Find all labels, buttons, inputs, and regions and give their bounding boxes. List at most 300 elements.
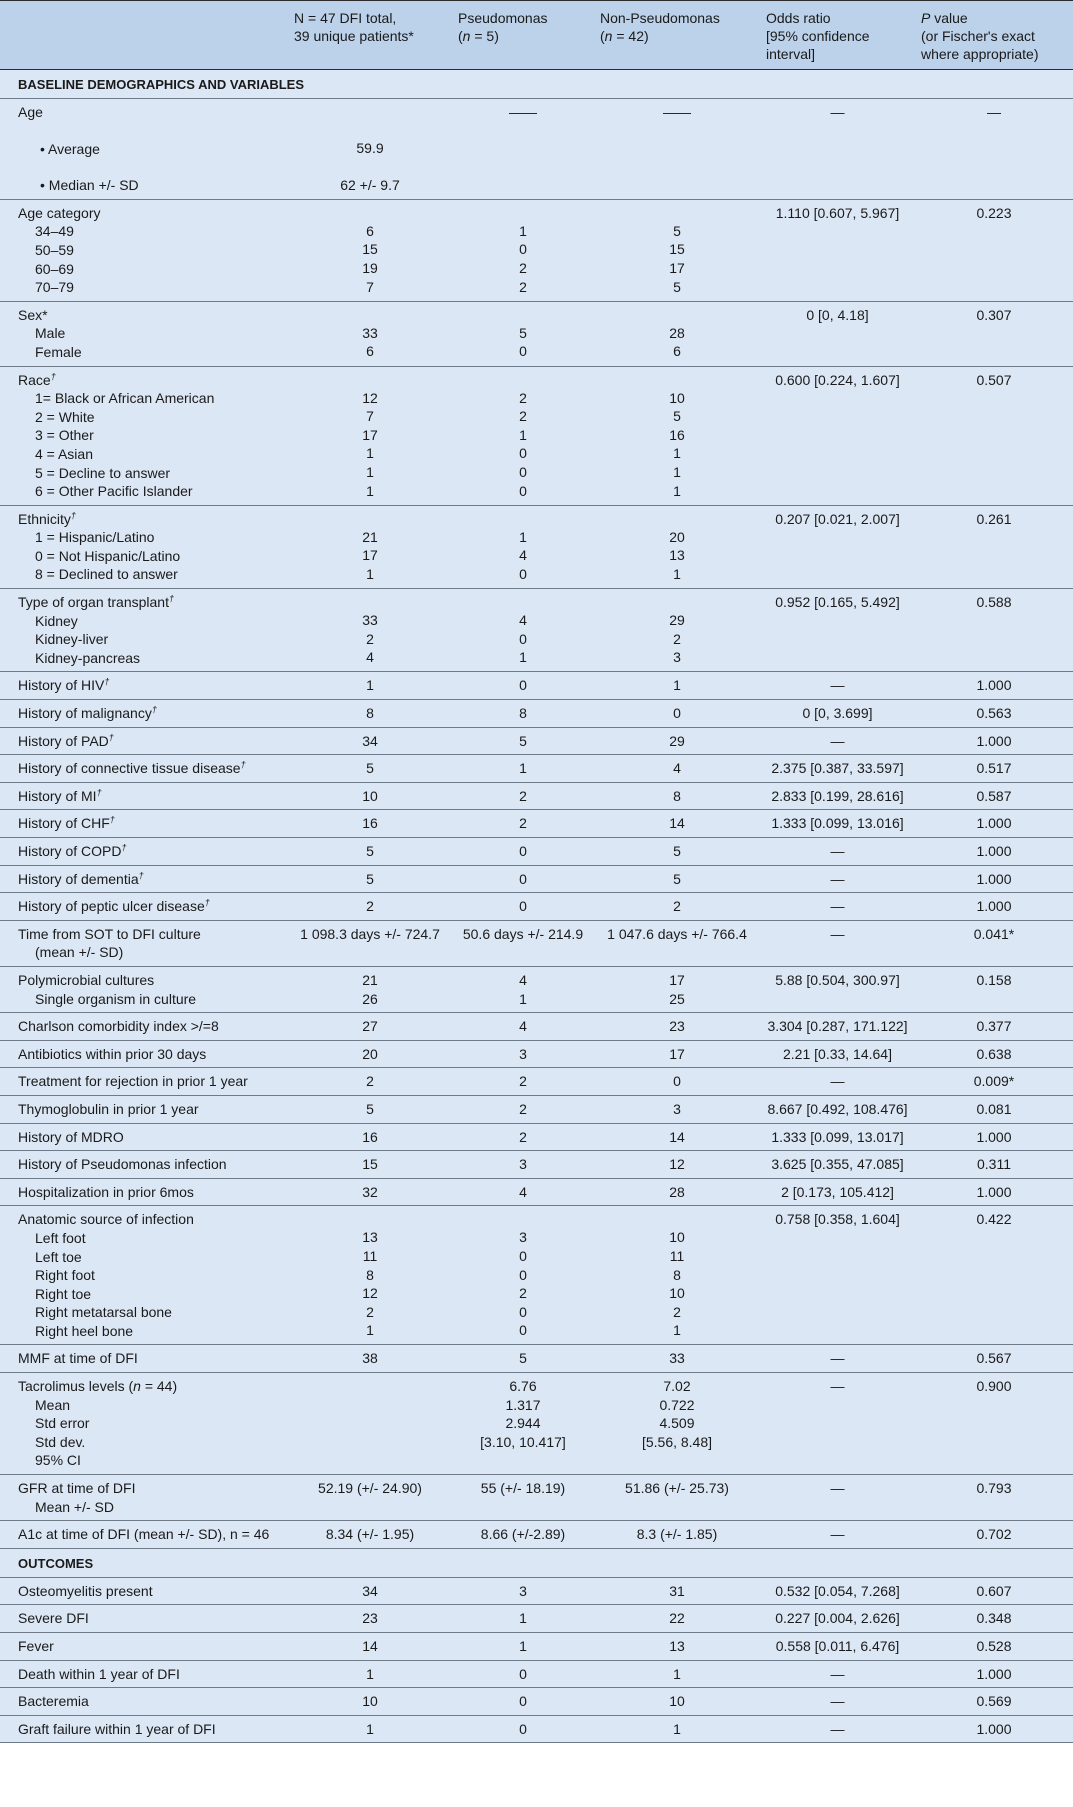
p-value-cell bbox=[915, 1605, 1073, 1633]
cell-value bbox=[294, 1377, 446, 1395]
cell-value: — bbox=[830, 1720, 845, 1737]
cell-value: 17 bbox=[362, 547, 378, 564]
cell-value bbox=[294, 510, 446, 528]
cell-value: 2 bbox=[519, 1128, 527, 1145]
label-text: History of COPD bbox=[18, 843, 122, 859]
cell-value: 0.638 bbox=[976, 1045, 1012, 1062]
label-text: Kidney-liver bbox=[35, 631, 109, 648]
total-cell bbox=[288, 700, 452, 728]
label-text: Std error bbox=[35, 1415, 90, 1432]
row-label-text bbox=[18, 306, 282, 325]
total-cell bbox=[288, 505, 452, 588]
non-pseudomonas-cell bbox=[594, 99, 760, 200]
cell-value: — bbox=[830, 1526, 845, 1543]
cell-value: 0.158 bbox=[976, 971, 1012, 988]
p-value-cell bbox=[915, 1151, 1073, 1179]
cell-value bbox=[294, 158, 446, 176]
pseudomonas-cell bbox=[452, 893, 594, 921]
cell-value: 31 bbox=[669, 1582, 685, 1599]
cell-value: 11 bbox=[669, 1247, 685, 1264]
cell-value: 14 bbox=[669, 1128, 685, 1145]
total-cell bbox=[288, 1475, 452, 1521]
cell-value: 4.509 bbox=[659, 1415, 695, 1432]
pseudomonas-cell bbox=[452, 1660, 594, 1688]
cell-value: 0 bbox=[519, 898, 527, 915]
row-label-text bbox=[18, 1155, 282, 1174]
cell-value: 10 bbox=[362, 787, 378, 804]
label-text: Antibiotics within prior 30 days bbox=[18, 1045, 207, 1062]
cell-value bbox=[294, 103, 446, 121]
label-text: MMF at time of DFI bbox=[18, 1350, 138, 1367]
p-value-cell bbox=[915, 1660, 1073, 1688]
cell-value: — bbox=[830, 1480, 845, 1497]
cell-value: 32 bbox=[362, 1183, 378, 1200]
row-label-text bbox=[18, 1525, 282, 1544]
row-label-text bbox=[18, 925, 282, 944]
total-cell bbox=[288, 838, 452, 866]
label-text: 2 = White bbox=[35, 408, 95, 425]
table-row bbox=[0, 838, 1073, 866]
cell-value: 5 bbox=[366, 760, 374, 777]
label-text: Left toe bbox=[35, 1248, 82, 1265]
cell-value: 12 bbox=[669, 1156, 685, 1173]
cell-value: 29 bbox=[669, 732, 685, 749]
pseudomonas-cell bbox=[452, 589, 594, 672]
p-value-cell bbox=[915, 99, 1073, 200]
cell-value: 5 bbox=[519, 1350, 527, 1367]
cell-value: 1 098.3 days +/- 724.7 bbox=[300, 925, 440, 942]
label-text: GFR at time of DFI bbox=[18, 1480, 136, 1497]
non-pseudomonas-cell bbox=[594, 810, 760, 838]
row-label bbox=[0, 700, 288, 728]
non-pseudomonas-cell bbox=[594, 838, 760, 866]
row-sublabel bbox=[18, 389, 282, 408]
cell-value: 5 bbox=[673, 843, 681, 859]
header-total-line2: 39 unique patients* bbox=[294, 28, 414, 44]
label-text: History of connective tissue disease bbox=[18, 760, 241, 777]
table-row bbox=[0, 366, 1073, 505]
cell-value: 2 bbox=[366, 630, 374, 647]
table-row bbox=[0, 199, 1073, 301]
p-value-cell bbox=[915, 366, 1073, 505]
table-row bbox=[0, 1475, 1073, 1521]
non-pseudomonas-cell bbox=[594, 782, 760, 810]
odds-ratio-cell bbox=[760, 1633, 915, 1661]
cell-value: 22 bbox=[669, 1610, 685, 1627]
p-value-cell bbox=[915, 1040, 1073, 1068]
cell-value: 12 bbox=[362, 389, 378, 406]
cell-value: 0.600 [0.224, 1.607] bbox=[775, 371, 900, 388]
cell-value: 29 bbox=[669, 612, 685, 629]
cell-value: 0 bbox=[519, 870, 527, 887]
cell-value: 0 bbox=[519, 1247, 527, 1264]
odds-ratio-cell bbox=[760, 199, 915, 301]
odds-ratio-cell bbox=[760, 1068, 915, 1096]
row-label-text bbox=[18, 704, 282, 723]
row-label-text bbox=[18, 676, 282, 695]
label-text: History of PAD bbox=[18, 732, 109, 749]
pseudomonas-cell bbox=[452, 1475, 594, 1521]
label-text: 60–69 bbox=[35, 260, 74, 277]
row-sublabel bbox=[18, 445, 282, 464]
total-cell bbox=[288, 1123, 452, 1151]
cell-value: 6 bbox=[366, 222, 374, 239]
row-label-text bbox=[18, 593, 282, 612]
cell-value: 0 bbox=[519, 241, 527, 258]
cell-value: 8.34 (+/- 1.95) bbox=[325, 1526, 415, 1543]
table-row bbox=[0, 1151, 1073, 1179]
table-row bbox=[0, 1345, 1073, 1373]
cell-value: 5 bbox=[673, 222, 681, 239]
label-text: History of Pseudomonas infection bbox=[18, 1156, 227, 1173]
row-label bbox=[0, 366, 288, 505]
cell-value: 2.944 bbox=[505, 1415, 541, 1432]
cell-value: 1 bbox=[366, 1720, 374, 1737]
cell-value: 3 bbox=[673, 1100, 681, 1117]
p-value-cell bbox=[915, 810, 1073, 838]
header-pseudomonas bbox=[452, 1, 594, 70]
cell-value: — bbox=[830, 732, 845, 749]
cell-value: 62 +/- 9.7 bbox=[340, 176, 400, 193]
cell-value: 15 bbox=[669, 241, 685, 258]
table-row bbox=[0, 1095, 1073, 1123]
odds-ratio-cell bbox=[760, 865, 915, 893]
cell-value: 2 bbox=[519, 278, 527, 295]
row-sublabel bbox=[18, 426, 282, 445]
cell-value: 33 bbox=[362, 612, 378, 629]
cell-value: 0 bbox=[519, 565, 527, 582]
label-text: Right foot bbox=[35, 1267, 95, 1284]
non-pseudomonas-cell bbox=[594, 199, 760, 301]
p-value-cell bbox=[915, 755, 1073, 783]
cell-value: 5 bbox=[366, 1100, 374, 1117]
cell-value: 4 bbox=[519, 971, 527, 988]
total-cell bbox=[288, 1345, 452, 1373]
label-text: History of HIV bbox=[18, 677, 105, 694]
pseudomonas-cell bbox=[452, 782, 594, 810]
row-label-text bbox=[18, 1637, 282, 1656]
total-cell bbox=[288, 966, 452, 1012]
footnote-marker: † bbox=[108, 731, 114, 742]
odds-ratio-cell bbox=[760, 1206, 915, 1345]
non-pseudomonas-cell bbox=[594, 755, 760, 783]
label-text: History of dementia bbox=[18, 870, 139, 887]
cell-value: 7 bbox=[366, 278, 374, 295]
label-text: Graft failure within 1 year of DFI bbox=[18, 1720, 216, 1737]
header-pseudomonas-line2: (n = 5) bbox=[458, 28, 499, 44]
cell-value: 0.588 bbox=[976, 594, 1012, 611]
row-label bbox=[0, 1095, 288, 1123]
header-non-pseudomonas-line1: Non-Pseudomonas bbox=[600, 10, 720, 26]
label-text: 1 = Hispanic/Latino bbox=[35, 529, 155, 546]
non-pseudomonas-cell bbox=[594, 1178, 760, 1206]
row-label-text bbox=[18, 897, 282, 916]
label-text: Std dev. bbox=[35, 1433, 86, 1450]
odds-ratio-cell bbox=[760, 366, 915, 505]
cell-value: 10 bbox=[669, 1693, 685, 1710]
row-spacer bbox=[18, 122, 282, 140]
odds-ratio-cell bbox=[760, 1095, 915, 1123]
cell-value: 0.702 bbox=[976, 1526, 1012, 1543]
cell-value: 4 bbox=[519, 1183, 527, 1200]
pseudomonas-cell bbox=[452, 810, 594, 838]
label-text: Severe DFI bbox=[18, 1610, 89, 1627]
row-label-text bbox=[18, 204, 282, 223]
footnote-marker: † bbox=[121, 842, 127, 853]
pseudomonas-cell bbox=[452, 1688, 594, 1716]
non-pseudomonas-cell bbox=[594, 1206, 760, 1345]
odds-ratio-cell bbox=[760, 893, 915, 921]
cell-value: — bbox=[830, 677, 845, 694]
cell-value: 0.563 bbox=[976, 705, 1012, 722]
label-text: 6 = Other Pacific Islander bbox=[35, 483, 193, 500]
label-text: Bacteremia bbox=[18, 1693, 89, 1710]
label-text: A1c at time of DFI (mean +/- SD), n = 46 bbox=[18, 1526, 270, 1543]
row-label bbox=[0, 865, 288, 893]
pseudomonas-cell bbox=[452, 366, 594, 505]
p-value-cell bbox=[915, 301, 1073, 366]
cell-value: 0.758 [0.358, 1.604] bbox=[775, 1211, 900, 1228]
cell-value: 8.66 (+/-2.89) bbox=[480, 1526, 566, 1543]
cell-value: — bbox=[830, 1378, 845, 1395]
pseudomonas-cell bbox=[452, 505, 594, 588]
p-value-cell bbox=[915, 1715, 1073, 1743]
non-pseudomonas-cell bbox=[594, 1660, 760, 1688]
table-row bbox=[0, 505, 1073, 588]
p-value-cell bbox=[915, 1123, 1073, 1151]
cell-value: 5.88 [0.504, 300.97] bbox=[775, 971, 900, 988]
p-value-cell bbox=[915, 1688, 1073, 1716]
cell-value: 17 bbox=[362, 426, 378, 443]
p-value-cell bbox=[915, 1068, 1073, 1096]
header-non-pseudomonas bbox=[594, 1, 760, 70]
cell-value: [3.10, 10.417] bbox=[480, 1433, 566, 1450]
header-p-line3: where appropriate) bbox=[921, 46, 1039, 62]
row-sublabel bbox=[18, 1396, 282, 1415]
cell-value bbox=[294, 1210, 446, 1228]
cell-value: 7 bbox=[366, 408, 374, 425]
cell-value bbox=[294, 593, 446, 611]
cell-value bbox=[294, 306, 446, 324]
cell-value: 8 bbox=[673, 1266, 681, 1283]
p-value-cell bbox=[915, 1013, 1073, 1041]
pseudomonas-cell bbox=[452, 301, 594, 366]
cell-value: 28 bbox=[669, 324, 685, 341]
table-row bbox=[0, 1068, 1073, 1096]
total-cell bbox=[288, 727, 452, 755]
label-text: Treatment for rejection in prior 1 year bbox=[18, 1073, 248, 1090]
odds-ratio-cell bbox=[760, 1013, 915, 1041]
cell-value: 0.569 bbox=[976, 1693, 1012, 1710]
cell-value: 2 bbox=[519, 1073, 527, 1090]
row-sublabel bbox=[18, 1285, 282, 1304]
label-text: Left foot bbox=[35, 1229, 86, 1246]
total-cell bbox=[288, 865, 452, 893]
pseudomonas-cell bbox=[452, 1040, 594, 1068]
cell-value: 3 bbox=[519, 1582, 527, 1599]
row-sublabel bbox=[18, 1229, 282, 1248]
p-value-cell bbox=[915, 865, 1073, 893]
total-cell bbox=[288, 589, 452, 672]
section-title-outcomes: OUTCOMES bbox=[0, 1548, 1073, 1577]
cell-value bbox=[600, 306, 754, 324]
cell-value: 0 [0, 4.18] bbox=[806, 306, 869, 323]
label-text: 8 = Declined to answer bbox=[35, 566, 178, 583]
cell-value: 5 bbox=[673, 278, 681, 295]
odds-ratio-cell bbox=[760, 1688, 915, 1716]
p-value-cell bbox=[915, 1345, 1073, 1373]
row-label bbox=[0, 920, 288, 966]
cell-value: 2 [0.173, 105.412] bbox=[781, 1183, 894, 1200]
cell-value: 1.317 bbox=[505, 1396, 541, 1413]
odds-ratio-cell bbox=[760, 1521, 915, 1549]
row-sublabel bbox=[18, 547, 282, 566]
cell-value: 0 bbox=[519, 463, 527, 480]
cell-value: 25 bbox=[669, 990, 685, 1007]
label-text: Kidney-pancreas bbox=[35, 649, 141, 666]
total-cell bbox=[288, 920, 452, 966]
cell-value: 10 bbox=[669, 389, 685, 406]
non-pseudomonas-cell bbox=[594, 1345, 760, 1373]
non-pseudomonas-cell bbox=[594, 366, 760, 505]
row-label bbox=[0, 505, 288, 588]
footnote-marker: † bbox=[240, 759, 246, 770]
pseudomonas-cell bbox=[452, 1345, 594, 1373]
cell-value: 13 bbox=[669, 547, 685, 564]
cell-value bbox=[600, 510, 754, 528]
row-label bbox=[0, 1013, 288, 1041]
label-text: Hospitalization in prior 6mos bbox=[18, 1183, 194, 1200]
pseudomonas-cell bbox=[452, 727, 594, 755]
cell-value: 2 bbox=[519, 408, 527, 425]
row-label-text bbox=[18, 1377, 282, 1396]
label-text: Kidney bbox=[35, 612, 78, 629]
total-cell bbox=[288, 810, 452, 838]
cell-value bbox=[294, 121, 446, 139]
header-odds-line2: [95% confidence bbox=[766, 28, 870, 44]
cell-value: 4 bbox=[519, 612, 527, 629]
cell-value bbox=[458, 371, 588, 389]
cell-value: 2 bbox=[673, 630, 681, 647]
cell-value: 4 bbox=[519, 1018, 527, 1035]
label-text: Female bbox=[35, 343, 82, 360]
row-sublabel bbox=[18, 324, 282, 343]
label-text: Age category bbox=[18, 204, 101, 221]
total-cell bbox=[288, 782, 452, 810]
total-cell bbox=[288, 893, 452, 921]
row-label-text bbox=[18, 732, 282, 751]
label-text: • Average bbox=[40, 140, 100, 157]
cell-value: 4 bbox=[366, 649, 374, 666]
cell-value: — bbox=[830, 104, 845, 120]
table-row bbox=[0, 755, 1073, 783]
table-row bbox=[0, 893, 1073, 921]
cell-value: 1.000 bbox=[976, 1183, 1012, 1200]
cell-value: 10 bbox=[669, 1229, 685, 1246]
odds-ratio-cell bbox=[760, 782, 915, 810]
row-label bbox=[0, 893, 288, 921]
cell-value: 1.000 bbox=[976, 1720, 1012, 1737]
cell-value: 2 bbox=[366, 1073, 374, 1090]
cell-value: 0.517 bbox=[976, 760, 1012, 777]
table-row bbox=[0, 301, 1073, 366]
cell-value: 17 bbox=[669, 259, 685, 276]
total-cell bbox=[288, 1178, 452, 1206]
cell-value: 0.952 [0.165, 5.492] bbox=[775, 594, 900, 611]
non-pseudomonas-cell bbox=[594, 1013, 760, 1041]
cell-value: 5 bbox=[519, 732, 527, 749]
cell-value: 5 bbox=[366, 870, 374, 887]
odds-ratio-cell bbox=[760, 1123, 915, 1151]
pseudomonas-cell bbox=[452, 838, 594, 866]
cell-value: —— bbox=[509, 104, 537, 120]
cell-value: 0 bbox=[519, 1665, 527, 1682]
label-text: Age bbox=[18, 104, 43, 120]
cell-value: 0 bbox=[519, 1303, 527, 1320]
row-sublabel bbox=[18, 990, 282, 1009]
cell-value: 17 bbox=[669, 971, 685, 988]
footnote-marker: † bbox=[96, 787, 102, 798]
total-cell bbox=[288, 1660, 452, 1688]
row-label bbox=[0, 1715, 288, 1743]
table-row bbox=[0, 700, 1073, 728]
header-odds-line1: Odds ratio bbox=[766, 10, 831, 26]
row-label-text bbox=[18, 870, 282, 889]
row-label-text bbox=[18, 371, 282, 390]
header-total bbox=[288, 1, 452, 70]
cell-value: 0 bbox=[519, 1720, 527, 1737]
cell-value: 14 bbox=[362, 1638, 378, 1654]
row-label-text bbox=[18, 1072, 282, 1091]
cell-value: 1 bbox=[673, 565, 681, 582]
row-label bbox=[0, 1605, 288, 1633]
pseudomonas-cell bbox=[452, 672, 594, 700]
cell-value: 0.558 [0.011, 6.476] bbox=[775, 1638, 900, 1654]
cell-value: 1 bbox=[673, 1720, 681, 1737]
table-row bbox=[0, 1013, 1073, 1041]
total-cell bbox=[288, 672, 452, 700]
cell-value: — bbox=[830, 1350, 845, 1367]
cell-value: 0 bbox=[519, 843, 527, 859]
label-text: Death within 1 year of DFI bbox=[18, 1665, 180, 1682]
cell-value: 26 bbox=[362, 990, 378, 1007]
cell-value: 0 bbox=[519, 1266, 527, 1283]
row-label bbox=[0, 1345, 288, 1373]
cell-value: 1.000 bbox=[976, 1665, 1012, 1682]
row-label bbox=[0, 810, 288, 838]
row-label bbox=[0, 1660, 288, 1688]
cell-value: 10 bbox=[362, 1693, 378, 1710]
cell-value: 2.21 [0.33, 14.64] bbox=[783, 1045, 892, 1062]
row-sublabel bbox=[18, 528, 282, 547]
row-sublabel bbox=[18, 176, 282, 195]
row-label-text bbox=[18, 971, 282, 990]
label-text: 70–79 bbox=[35, 279, 74, 296]
cell-value: 3 bbox=[519, 1045, 527, 1062]
total-cell bbox=[288, 1068, 452, 1096]
label-text: Male bbox=[35, 325, 66, 342]
p-value-cell bbox=[915, 727, 1073, 755]
label-text: 4 = Asian bbox=[35, 445, 93, 462]
pseudomonas-cell bbox=[452, 1068, 594, 1096]
row-label-text bbox=[18, 1720, 282, 1739]
row-sublabel bbox=[18, 408, 282, 427]
row-sublabel bbox=[18, 1322, 282, 1341]
label-text: History of MI bbox=[18, 787, 97, 804]
row-label-text bbox=[18, 787, 282, 806]
row-label-text bbox=[18, 103, 282, 122]
table-row bbox=[0, 810, 1073, 838]
